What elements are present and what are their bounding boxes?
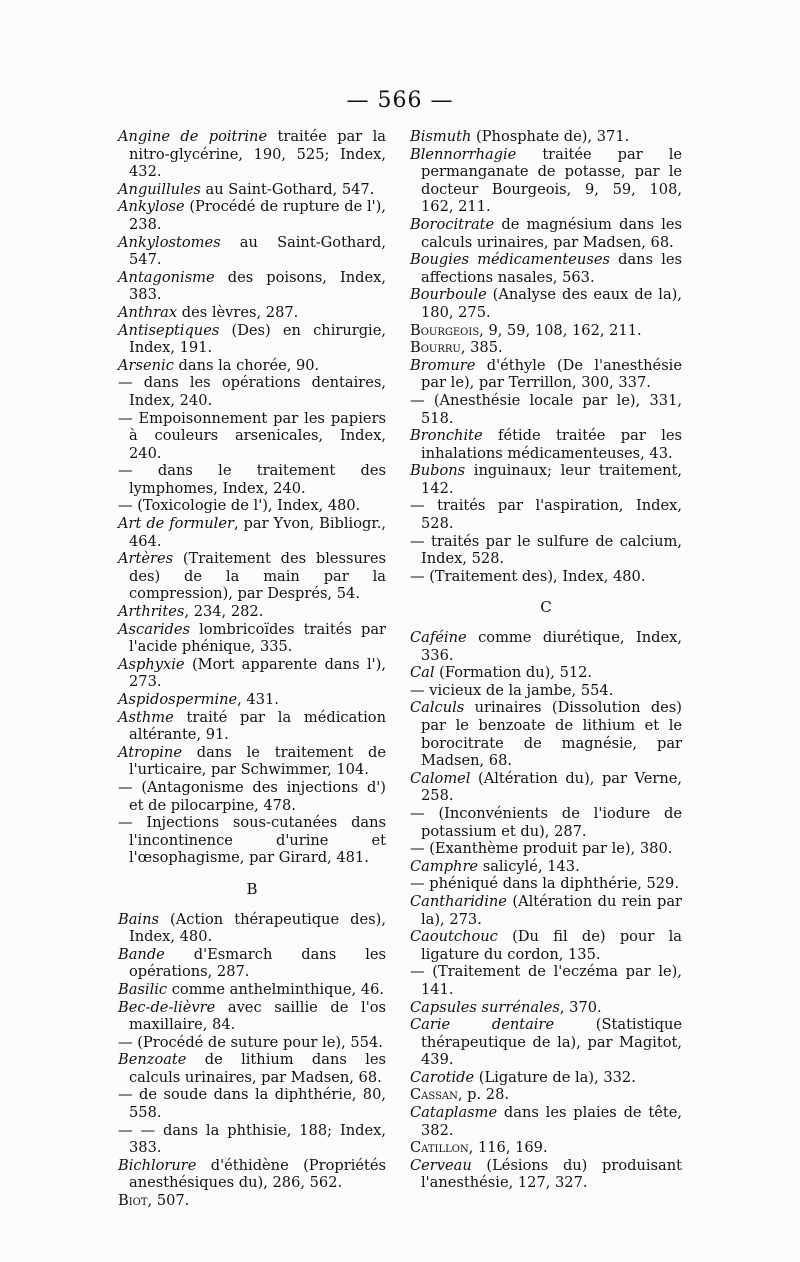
index-entry [410, 805, 682, 840]
entry-text: , 9, 59, 108, 162, 211. [479, 321, 642, 339]
index-entry [118, 322, 386, 357]
index-entry [410, 664, 682, 682]
index-entry [118, 128, 386, 181]
entry-text: (Statistique thérapeutique de la), par Magitot, 439. [421, 1016, 682, 1069]
entry-headword: Camphre [410, 857, 479, 875]
index-entry [118, 497, 386, 515]
entry-text: (Formation du), 512. [434, 664, 593, 682]
index-entry [118, 181, 386, 199]
entry-headword: Blennorrhagie [410, 145, 517, 163]
entry-text: inguinaux; leur traitement, 142. [421, 462, 682, 497]
entry-headword: Borocitrate [410, 215, 495, 233]
entry-headword: Antiseptiques [118, 321, 220, 339]
index-entry [410, 629, 682, 664]
entry-author: Biot [118, 1192, 148, 1210]
index-entry [118, 198, 386, 233]
left-column [118, 128, 386, 1210]
entry-text: , par Yvon, Bibliogr., 464. [129, 515, 386, 550]
entry-headword: Carie dentaire [410, 1016, 555, 1034]
page-number: — 566 — [346, 88, 454, 113]
entry-text: (Analyse des eaux de la), 180, 275. [421, 286, 682, 321]
entry-headword: Calomel [410, 769, 471, 787]
entry-headword: Ankylostomes [118, 233, 221, 251]
entry-headword: Anthrax [118, 303, 178, 321]
entry-text: salicylé, 143. [478, 857, 580, 875]
entry-headword: Bande [118, 945, 165, 963]
entry-headword: Arthrites [118, 603, 185, 621]
index-entry [410, 462, 682, 497]
entry-text: fétide traitée par les inhalations médicamenteuses, 43. [421, 427, 682, 462]
entry-text: dans le traitement de l'urticaire, par Schwimmer, 104. [129, 743, 386, 779]
index-entry [410, 286, 682, 321]
entry-text: lombricoïdes traités par l'acide phénique, 335. [129, 620, 386, 656]
entry-headword: Bains [118, 910, 159, 928]
entry-text: — de soude dans la diphthérie, 80, 558. [118, 1086, 386, 1122]
index-entry [410, 875, 682, 893]
index-entry [118, 744, 386, 779]
entry-headword: Artères [118, 550, 174, 568]
index-entry [410, 533, 682, 568]
entry-text: — (Exanthème produit par le), 380. [410, 840, 673, 858]
entry-text: — dans les opérations dentaires, Index, 240. [118, 374, 386, 409]
index-entry [118, 234, 386, 269]
entry-text: — Injections sous-cutanées dans l'incontinence d'urine et l'œsophagisme, par Girard, 481. [118, 814, 386, 867]
entry-headword: Caféine [410, 629, 467, 647]
index-entry [410, 928, 682, 963]
index-entry [118, 1192, 386, 1210]
entry-headword: Antagonisme [118, 268, 215, 286]
entry-text: dans les plaies de tête, 382. [421, 1104, 682, 1139]
index-entry [118, 1157, 386, 1192]
index-entry [118, 550, 386, 603]
index-entry [410, 1016, 682, 1069]
entry-headword: Calculs [410, 699, 465, 717]
entry-text: — (Anesthésie locale par le), 331, 518. [410, 391, 682, 427]
entry-text: (Altération du rein par la), 273. [421, 892, 682, 928]
entry-text: au Saint-Gothard, 547. [129, 233, 386, 269]
index-entry [410, 322, 682, 340]
index-entry [118, 1034, 386, 1052]
entry-text: — (Inconvénients de l'iodure de potassium et du), 287. [410, 804, 682, 840]
entry-text: — (Procédé de suture pour le), 554. [118, 1033, 383, 1051]
index-entry [410, 1157, 682, 1192]
entry-headword: Cal [410, 664, 435, 682]
entry-text: — (Antagonisme des injections d') et de pilocarpine, 478. [118, 778, 386, 814]
index-entry [118, 357, 386, 375]
index-entry [410, 427, 682, 462]
index-entry [118, 1122, 386, 1157]
entry-headword: Atropine [118, 743, 182, 761]
entry-headword: Bronchite [410, 427, 483, 445]
index-entry [410, 339, 682, 357]
entry-text: — dans le traitement des lymphomes, Index, 240. [118, 462, 386, 497]
index-entry [118, 410, 386, 463]
entry-text: d'éthidène (Propriétés anesthésiques du), 286, 562. [129, 1156, 386, 1192]
entry-headword: Ankylose [118, 198, 185, 216]
index-entry [118, 1086, 386, 1121]
index-entry [410, 497, 682, 532]
entry-text: , 507. [147, 1192, 190, 1210]
entry-text: — traités par le sulfure de calcium, Index, 528. [410, 532, 682, 568]
entry-text: (Lésions du) produisant l'anesthésie, 127, 327. [421, 1156, 682, 1192]
entry-headword: Ascarides [118, 620, 191, 638]
index-entry [118, 946, 386, 981]
entry-text: (Des) en chirurgie, Index, 191. [129, 321, 386, 357]
section-letter: B [246, 879, 258, 898]
entry-headword: Capsules surrénales [410, 998, 560, 1016]
index-entry [410, 858, 682, 876]
entry-headword: Bromure [410, 356, 476, 374]
index-entry [118, 656, 386, 691]
entry-text: comme anthelminthique, 46. [167, 980, 385, 998]
section-letter: C [540, 598, 552, 617]
entry-text: , 116, 169. [468, 1139, 548, 1157]
index-entry [118, 1051, 386, 1086]
entry-text: (Action thérapeutique des), Index, 480. [129, 910, 386, 946]
index-entry [410, 146, 682, 216]
entry-headword: Bismuth [410, 128, 472, 145]
entry-headword: Benzoate [118, 1051, 187, 1069]
entry-headword: Cantharidine [410, 892, 507, 910]
entry-headword: Cerveau [410, 1156, 472, 1174]
entry-text: — Empoisonnement par les papiers à couleurs arsenicales, Index, 240. [118, 409, 386, 462]
index-entry [410, 216, 682, 251]
entry-text: (Procédé de rupture de l'), 238. [129, 198, 386, 233]
entry-text: traitée par la nitro-glycérine, 190, 525; Index, 432. [129, 128, 386, 181]
entry-text: (Mort apparente dans l'), 273. [129, 655, 386, 691]
entry-text: de lithium dans les calculs urinaires, par Madsen, 68. [129, 1051, 386, 1086]
index-entry [118, 911, 386, 946]
entry-headword: Aspidospermine [118, 691, 238, 708]
index-entry [410, 128, 682, 146]
entry-headword: Asthme [118, 708, 174, 726]
index-entry [118, 621, 386, 656]
entry-text: des lèvres, 287. [177, 303, 299, 321]
index-entry [410, 699, 682, 769]
entry-author: Bourgeois [410, 321, 480, 339]
index-entry [410, 682, 682, 700]
entry-headword: Anguillules [118, 180, 201, 198]
entry-headword: Bubons [410, 462, 466, 480]
entry-text: comme diurétique, Index, 336. [421, 629, 682, 664]
entry-text: — traités par l'aspiration, Index, 528. [410, 497, 682, 533]
entry-headword: Arsenic [118, 356, 174, 374]
index-entry [410, 1139, 682, 1157]
index-entry [118, 374, 386, 409]
index-entry [410, 357, 682, 392]
entry-author: Bourru [410, 339, 461, 357]
entry-headword: Bougies médicamenteuses [410, 251, 610, 269]
index-entry [410, 392, 682, 427]
entry-text: dans les affections nasales, 563. [421, 251, 682, 286]
entry-text: , p. 28. [457, 1086, 509, 1104]
index-entry [118, 709, 386, 744]
index-entry [410, 251, 682, 286]
index-entry [118, 814, 386, 867]
index-entry [410, 963, 682, 998]
entry-text: au Saint-Gothard, 547. [200, 180, 375, 198]
right-column [410, 128, 682, 1192]
entry-headword: Caoutchouc [410, 928, 498, 946]
entry-headword: Angine de poitrine [118, 128, 268, 145]
entry-headword: Cataplasme [410, 1104, 498, 1122]
index-entry [410, 1086, 682, 1104]
entry-text: de magnésium dans les calculs urinaires, par Madsen, 68. [421, 215, 682, 251]
index-entry [410, 568, 682, 586]
entry-text: avec saillie de l'os maxillaire, 84. [129, 998, 386, 1034]
index-entry [118, 779, 386, 814]
entry-text: — vicieux de la jambe, 554. [410, 681, 614, 699]
entry-headword: Bourboule [410, 286, 487, 304]
index-entry [118, 515, 386, 550]
entry-headword: Art de formuler [118, 515, 234, 533]
index-entry [118, 981, 386, 999]
index-entry [118, 462, 386, 497]
entry-headword: Bichlorure [118, 1156, 197, 1174]
entry-text: — — dans la phthisie, 188; Index, 383. [118, 1121, 386, 1157]
entry-text: (Ligature de la), 332. [474, 1068, 636, 1086]
entry-text: — (Traitement de l'eczéma par le), 141. [410, 963, 682, 998]
entry-headword: Bec-de-lièvre [118, 998, 216, 1016]
index-entry [118, 691, 386, 709]
index-entry [118, 269, 386, 304]
entry-text: des poisons, Index, 383. [129, 268, 386, 304]
entry-text: — (Toxicologie de l'), Index, 480. [118, 497, 361, 515]
index-entry [410, 1069, 682, 1087]
entry-text: , 431. [237, 691, 279, 708]
entry-text: (Du fil de) pour la ligature du cordon, 135. [421, 928, 682, 963]
index-entry [410, 999, 682, 1017]
index-entry [410, 770, 682, 805]
entry-text: d'éthyle (De l'anesthésie par le), par Terrillon, 300, 337. [421, 356, 682, 392]
entry-text: , 385. [460, 339, 503, 357]
entry-author: Cassan [410, 1086, 458, 1104]
entry-text: d'Esmarch dans les opérations, 287. [129, 945, 386, 981]
entry-text: , 234, 282. [184, 603, 264, 621]
entry-text: — (Traitement des), Index, 480. [410, 567, 646, 585]
entry-text: (Phosphate de), 371. [471, 128, 630, 145]
entry-text: urinaires (Dissolution des) par le benzoate de lithium et le borocitrate de magnésie, par Madsen, 68. [421, 699, 682, 770]
entry-headword: Basilic [118, 980, 168, 998]
entry-text: , 370. [559, 998, 602, 1016]
entry-text: (Traitement des blessures des) de la main par la compression), par Després, 54. [129, 550, 386, 603]
index-entry [118, 603, 386, 621]
index-entry [410, 893, 682, 928]
entry-text: (Altération du), par Verne, 258. [421, 769, 682, 805]
index-entry [410, 1104, 682, 1139]
entry-text: dans la chorée, 90. [173, 356, 320, 374]
entry-headword: Asphyxie [118, 655, 185, 673]
entry-headword: Carotide [410, 1068, 475, 1086]
entry-text: traitée par le permanganate de potasse, par le docteur Bourgeois, 9, 59, 108, 162, 211. [421, 145, 682, 216]
index-entry [118, 999, 386, 1034]
entry-text: — phéniqué dans la diphthérie, 529. [410, 875, 679, 893]
entry-author: Catillon [410, 1139, 469, 1157]
entry-text: traité par la médication altérante, 91. [129, 708, 386, 744]
index-entry [118, 304, 386, 322]
index-entry [410, 840, 682, 858]
